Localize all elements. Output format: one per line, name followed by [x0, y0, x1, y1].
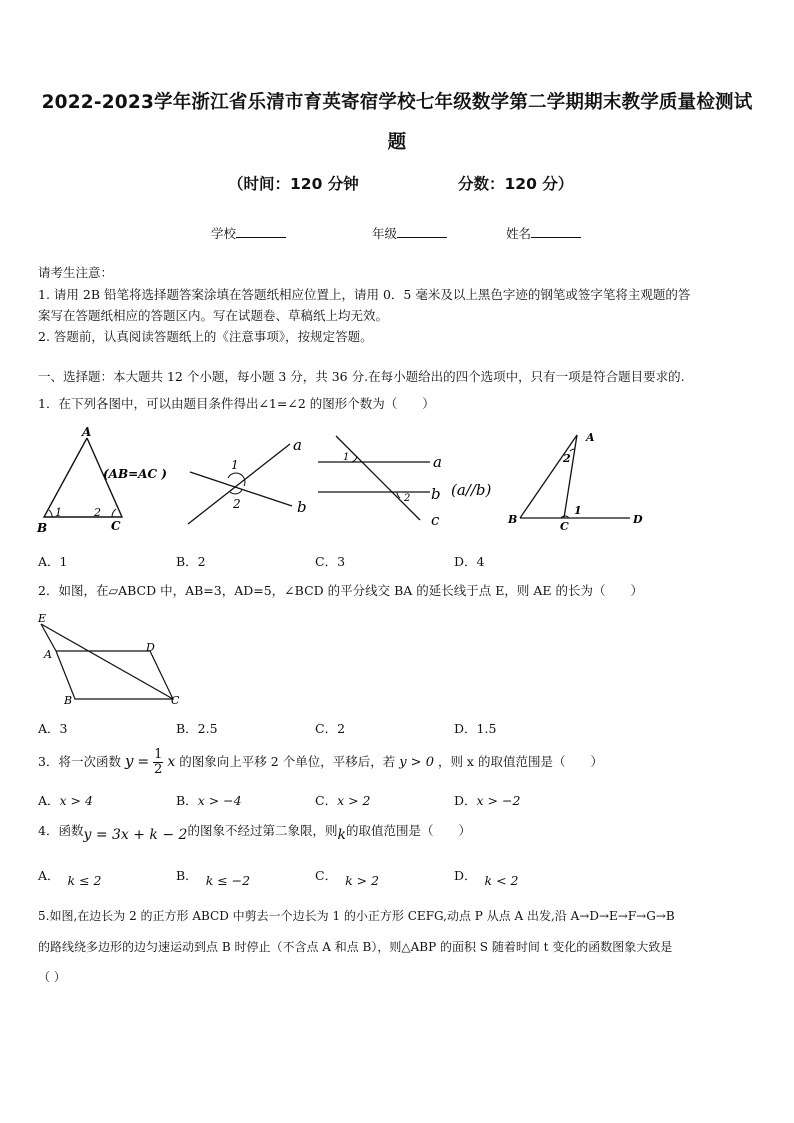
f1-angle-2: 2	[94, 506, 101, 519]
q4-function: y = 3x + k − 2	[83, 827, 188, 843]
q2-figure-parallelogram	[34, 608, 194, 712]
q3-denominator: 2	[154, 762, 163, 777]
question-5-line1: 5.如图,在边长为 2 的正方形 ABCD 中剪去一个边长为 1 的小正方形 CEFG,动点 P 从点 A 出发,沿 A→D→E→F→G→B	[38, 909, 675, 923]
q1-option-b: B．2	[176, 554, 206, 569]
q4-option-d: D． k < 2	[454, 868, 519, 888]
f4-angle-2: 2	[563, 452, 571, 465]
school-field	[211, 224, 286, 242]
f4-label-C: C	[560, 520, 569, 533]
f3-condition: (a//b)	[451, 481, 492, 499]
q3-option-a: A．x > 4	[38, 793, 93, 808]
q3-numerator: 1	[154, 747, 163, 762]
q1-figure-exterior-angle	[500, 425, 660, 535]
school-label: 学校	[211, 226, 237, 241]
q2-label-B: B	[64, 694, 73, 707]
q3-y: y	[124, 752, 134, 770]
f2-label-a: a	[293, 436, 302, 454]
q2-label-D: D	[146, 641, 155, 654]
f1-angle-1: 1	[55, 506, 62, 519]
name-blank	[531, 225, 581, 238]
f1-label-B: B	[37, 521, 48, 535]
q3-condition: y > 0	[399, 755, 434, 770]
q2-label-A: A	[44, 648, 52, 661]
q2-option-d: D．1.5	[454, 721, 497, 736]
question-5-line3: （ ）	[38, 970, 66, 984]
question-4	[38, 820, 471, 842]
f2-angle-1: 1	[231, 458, 239, 472]
q3-fraction	[153, 748, 163, 777]
exam-title-line2: 题	[387, 132, 407, 153]
f1-label-A: A	[82, 425, 92, 439]
name-field	[506, 224, 581, 242]
f3-angle-1: 1	[343, 452, 350, 463]
f3-label-a: a	[433, 453, 442, 471]
grade-field	[372, 224, 447, 242]
q3-suffix: ，则 x 的取值范围是（ ）	[437, 754, 603, 769]
f4-label-D: D	[633, 513, 643, 526]
q3-option-d: D．x > −2	[454, 793, 521, 808]
q2-option-b: B．2.5	[176, 721, 218, 736]
grade-blank	[397, 225, 447, 238]
q2-option-a: A．3	[38, 721, 68, 736]
q2-option-c: C．2	[315, 721, 346, 736]
q1-option-c: C．3	[315, 554, 346, 569]
q4-suffix: 的取值范围是（ ）	[345, 823, 471, 838]
notice-item1-line2: 案写在答题纸相应的答题区内。写在试题卷、草稿纸上均无效。	[38, 308, 389, 323]
q2-label-E: E	[38, 612, 47, 625]
q3-option-c: C．x > 2	[315, 793, 371, 808]
q3-middle: 的图象向上平移 2 个单位，平移后，若	[179, 754, 396, 769]
q1-option-a: A．1	[38, 554, 68, 569]
school-blank	[236, 225, 286, 238]
grade-label: 年级	[372, 226, 398, 241]
q4-prefix: 4．函数	[38, 823, 84, 838]
q4-middle: 的图象不经过第二象限，则	[187, 823, 338, 838]
question-3	[38, 746, 603, 778]
f2-label-b: b	[297, 498, 307, 516]
f3-angle-2: 2	[404, 493, 411, 504]
f3-label-b: b	[431, 485, 441, 503]
question-5-line2: 的路线绕多边形的边匀速运动到点 B 时停止（不含点 A 和点 B），则△ABP 的面积 S 随着时间 t 变化的函数图象大致是	[38, 940, 673, 954]
exam-title-line1: 2022-2023学年浙江省乐清市育英寄宿学校七年级数学第二学期期末教学质量检测试	[41, 92, 753, 113]
notice-heading: 请考生注意：	[38, 265, 114, 280]
q3-option-b: B．x > −4	[176, 793, 242, 808]
f4-label-A: A	[586, 431, 595, 444]
q3-prefix: 3．将一次函数	[38, 754, 121, 769]
section-heading: 一、选择题：本大题共 12 个小题，每小题 3 分，共 36 分.在每小题给出的四个选项中，只有一项是符合题目要求的.	[38, 369, 685, 384]
question-1-text: 1．在下列各图中，可以由题目条件得出∠1=∠2 的图形个数为（ ）	[38, 396, 435, 411]
q4-option-c: C． k > 2	[315, 868, 380, 888]
q1-figure-isosceles-triangle	[30, 420, 180, 540]
f1-label-C: C	[111, 519, 121, 533]
q4-option-b: B． k ≤ −2	[176, 868, 251, 888]
q3-equals: =	[137, 754, 150, 770]
name-label: 姓名	[506, 226, 532, 241]
q4-option-a: A． k ≤ 2	[38, 868, 102, 888]
q1-figure-parallel-lines	[312, 430, 512, 532]
q1-option-d: D．4	[454, 554, 485, 569]
time-label: （时间：120 分钟	[228, 175, 359, 193]
q3-x: x	[167, 754, 176, 770]
q2-label-C: C	[171, 694, 180, 707]
q4-k: k	[337, 827, 346, 843]
question-2-text: 2．如图，在▱ABCD 中，AB=3，AD=5，∠BCD 的平分线交 BA 的延长线于点 E，则 AE 的长为（ ）	[38, 583, 643, 598]
f1-condition: (AB=AC )	[103, 467, 167, 481]
f4-label-B: B	[508, 513, 518, 526]
notice-item1-line1: 1. 请用 2B 铅笔将选择题答案涂填在答题纸相应位置上，请用 0．5 毫米及以上黑色字迹的钢笔或签字笔将主观题的答	[38, 287, 691, 302]
f2-angle-2: 2	[233, 497, 241, 511]
notice-item2: 2. 答题前，认真阅读答题纸上的《注意事项》，按规定答题。	[38, 329, 373, 344]
score-label: 分数：120 分）	[458, 175, 574, 193]
f3-label-c: c	[431, 511, 440, 529]
f4-angle-1: 1	[574, 504, 582, 517]
q1-figure-intersecting-lines	[180, 430, 320, 530]
